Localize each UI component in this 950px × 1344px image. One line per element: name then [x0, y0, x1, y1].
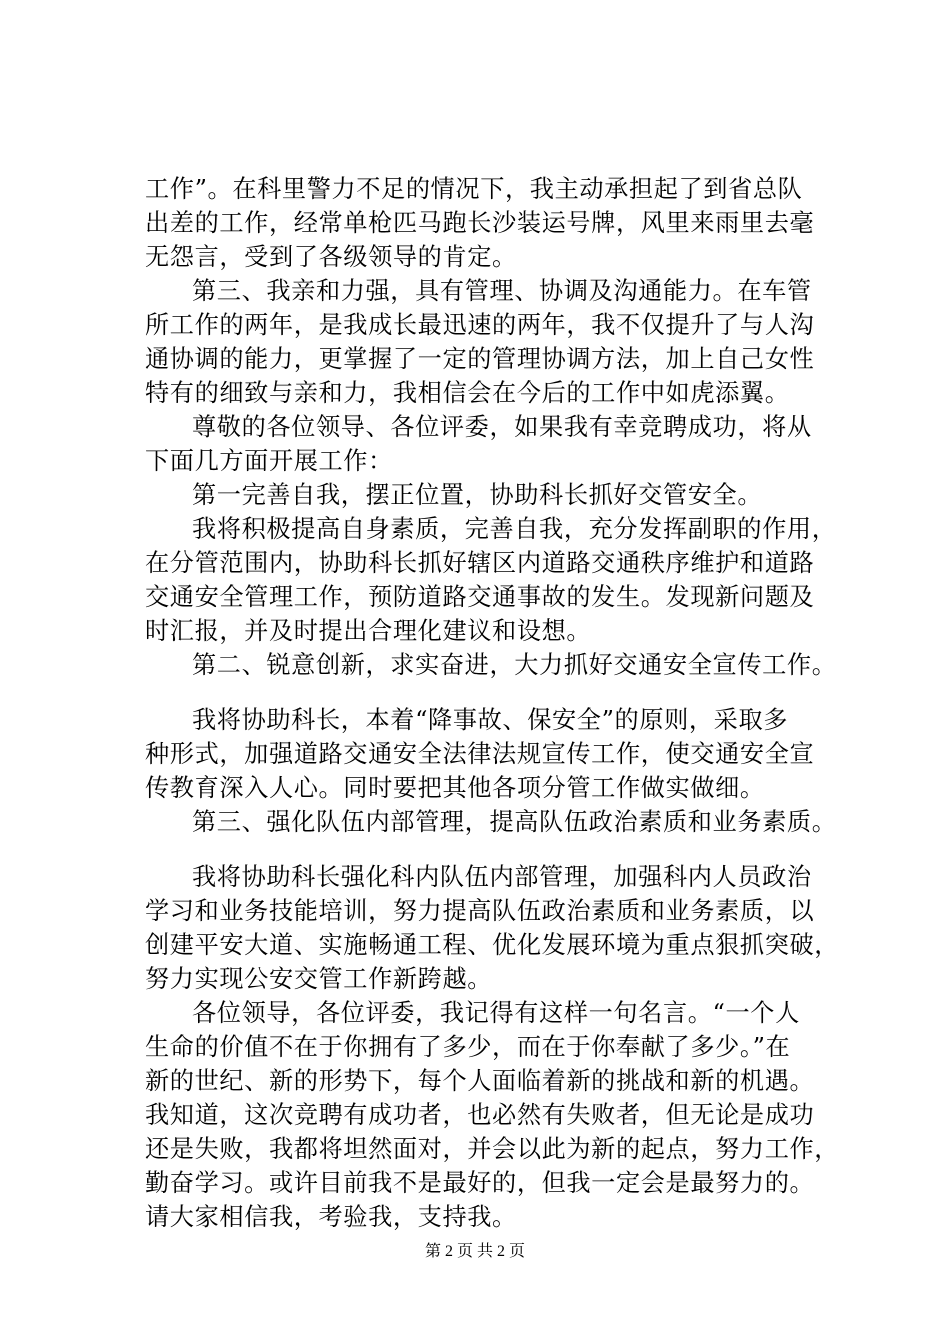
text-line: 种形式，加强道路交通安全法律法规宣传工作，使交通安全宣 [145, 740, 815, 768]
text-line: 新的世纪、新的形势下，每个人面临着新的挑战和新的机遇。 [145, 1067, 815, 1095]
text-line: 勤奋学习。或许目前我不是最好的，但我一定会是最努力的。 [145, 1169, 815, 1197]
text-line: 出差的工作，经常单枪匹马跑长沙装运号牌，风里来雨里去毫 [145, 209, 815, 237]
text-line: 生命的价值不在于你拥有了多少，而在于你奉献了多少。”在 [145, 1033, 791, 1061]
text-line: 我将积极提高自身素质，完善自我，充分发挥副职的作用， [192, 515, 837, 543]
text-line: 交通安全管理工作，预防道路交通事故的发生。发现新问题及 [145, 583, 815, 611]
text-line: 创建平安大道、实施畅通工程、优化发展环境为重点狠抓突破， [145, 931, 840, 959]
text-line: 我知道，这次竞聘有成功者，也必然有失败者，但无论是成功 [145, 1101, 815, 1129]
section-heading: 第一完善自我，摆正位置，协助科长抓好交管安全。 [192, 481, 763, 509]
section-heading: 第二、锐意创新，求实奋进，大力抓好交通安全宣传工作。 [192, 651, 837, 679]
text-line: 学习和业务技能培训，努力提高队伍政治素质和业务素质，以 [145, 897, 815, 925]
text-line: 还是失败，我都将坦然面对，并会以此为新的起点，努力工作， [145, 1135, 840, 1163]
text-line: 工作”。在科里警力不足的情况下，我主动承担起了到省总队 [145, 175, 803, 203]
page-number: 第 2 页 共 2 页 [424, 1243, 525, 1260]
text-line: 尊敬的各位领导、各位评委，如果我有幸竞聘成功，将从 [192, 413, 812, 441]
text-line: 在分管范围内，协助科长抓好辖区内道路交通秩序维护和道路 [145, 549, 815, 577]
text-line: 时汇报，并及时提出合理化建议和设想。 [145, 617, 592, 645]
section-heading: 第三、强化队伍内部管理，提高队伍政治素质和业务素质。 [192, 808, 837, 836]
text-line: 所工作的两年，是我成长最迅速的两年，我不仅提升了与人沟 [145, 311, 815, 339]
text-line: 我将协助科长，本着“降事故、保安全”的原则，采取多 [192, 706, 789, 734]
text-line: 通协调的能力，更掌握了一定的管理协调方法，加上自己女性 [145, 345, 815, 373]
text-line: 第三、我亲和力强，具有管理、协调及沟通能力。在车管 [192, 277, 812, 305]
text-line: 传教育深入人心。同时要把其他各项分管工作做实做细。 [145, 774, 765, 802]
text-line: 各位领导，各位评委，我记得有这样一句名言。“一个人 [192, 999, 800, 1027]
text-line: 下面几方面开展工作： [145, 447, 393, 475]
text-line: 努力实现公安交管工作新跨越。 [145, 965, 493, 993]
text-line: 特有的细致与亲和力，我相信会在今后的工作中如虎添翼。 [145, 379, 790, 407]
text-line: 我将协助科长强化科内队伍内部管理，加强科内人员政治 [192, 863, 812, 891]
text-line: 无怨言，受到了各级领导的肯定。 [145, 243, 517, 271]
text-line: 请大家相信我，考验我，支持我。 [145, 1203, 517, 1231]
